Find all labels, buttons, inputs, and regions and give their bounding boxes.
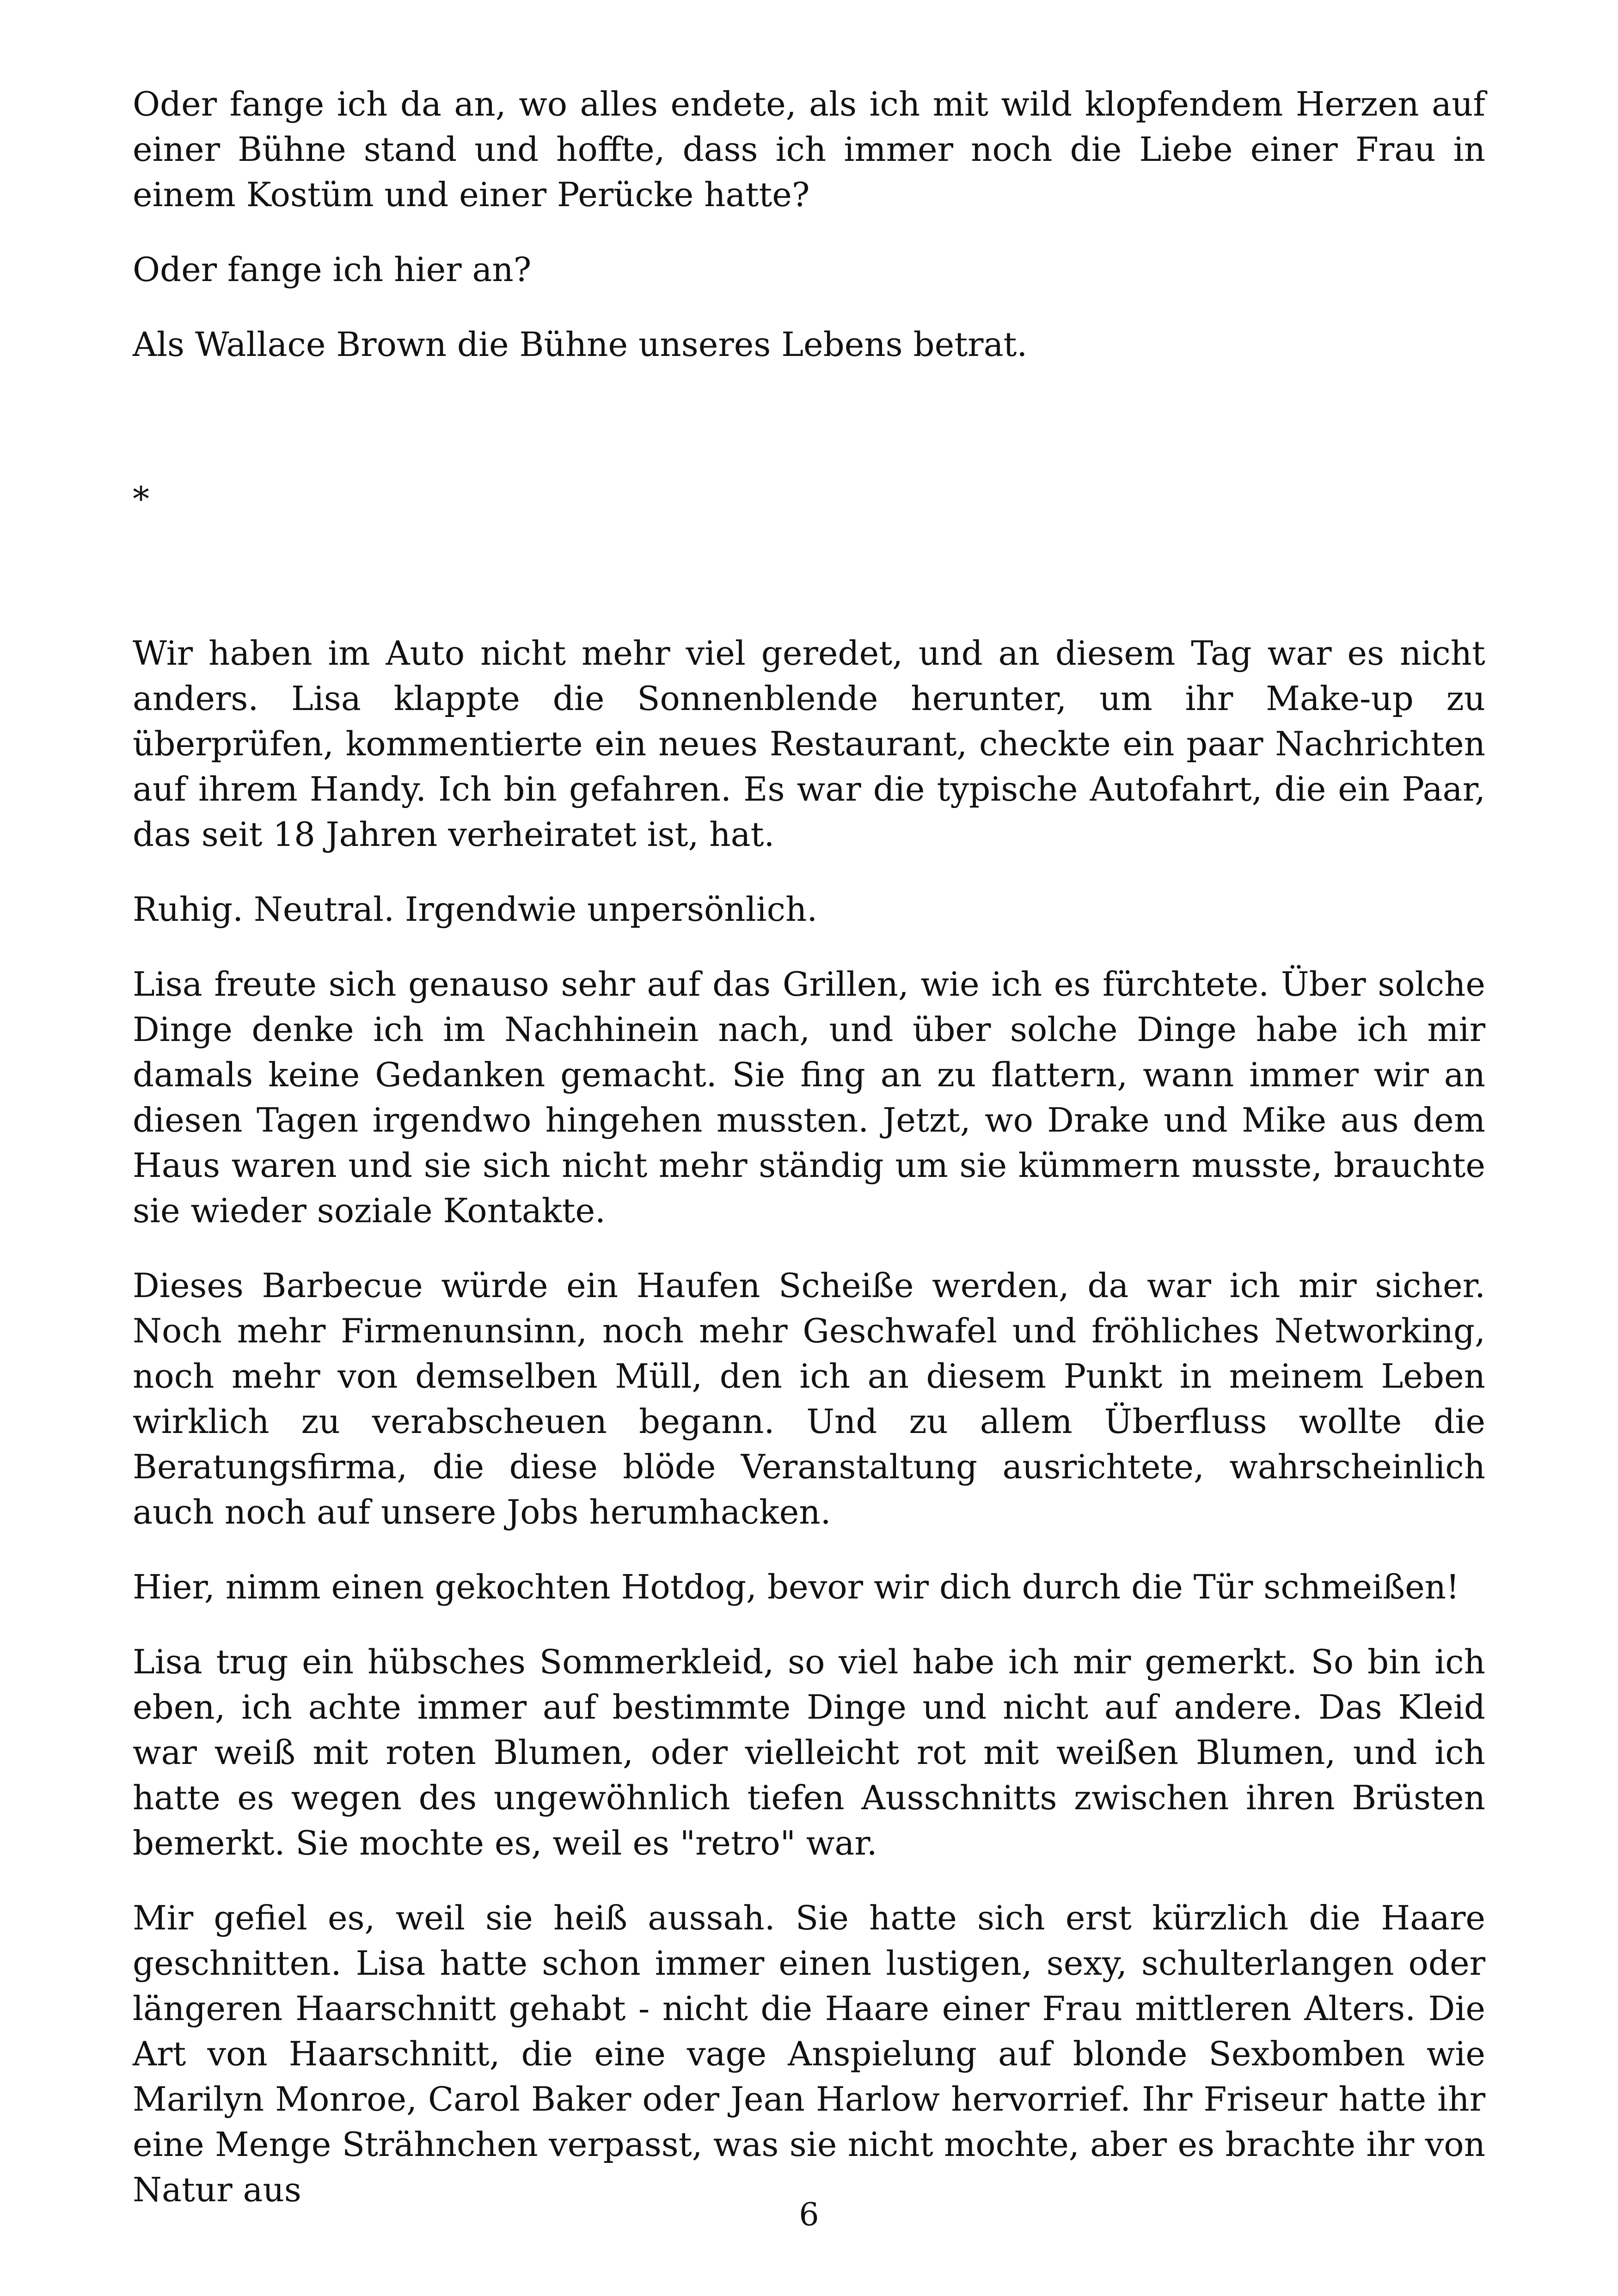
paragraph-barbecue-dread: Dieses Barbecue würde ein Haufen Scheiße werden, da war ich mir sicher. Noch mehr Firmenunsinn, noch mehr Geschwafel und fröhliches Networking, noch mehr von demselben Müll, den ich an diesem Punkt in meinem Leben wirklich zu verabscheuen begann. Und zu allem Überfluss wollte die Beratungsfirma, die diese blöde Veranstaltung ausrichtete, wahrscheinlich auch noch auf unsere Jobs herumhacken. — [133, 1266, 1485, 1531]
page-number: 6 — [799, 2197, 819, 2233]
paragraph-question: Oder fange ich hier an? — [133, 250, 532, 289]
paragraph-opening: Oder fange ich da an, wo alles endete, als ich mit wild klopfendem Herzen auf einer Bühne stand und hoffte, dass ich immer noch die Liebe einer Frau in einem Kostüm und einer Perücke hatte? — [133, 85, 1485, 214]
section-separator: * — [133, 479, 149, 518]
paragraph-calm: Ruhig. Neutral. Irgendwie unpersönlich. — [133, 890, 818, 929]
paragraph-barbecue-anticipation: Lisa freute sich genauso sehr auf das Grillen, wie ich es fürchtete. Über solche Dinge denke ich im Nachhinein nach, und über solche Dinge habe ich mir damals keine Gedanken gemacht. Sie fing an zu flattern, wann immer wir an diesen Tagen irgendwo hingehen mussten. Jetzt, wo Drake und Mike aus dem Haus waren und sie sich nicht mehr ständig um sie kümmern musste, brauchte sie wieder soziale Kontakte. — [133, 965, 1485, 1230]
page-body — [133, 81, 1485, 2242]
paragraph-summer-dress: Lisa trug ein hübsches Sommerkleid, so viel habe ich mir gemerkt. So bin ich eben, ich achte immer auf bestimmte Dinge und nicht auf andere. Das Kleid war weiß mit roten Blumen, oder vielleicht rot mit weißen Blumen, und ich hatte es wegen des ungewöhnlich tiefen Ausschnitts zwischen ihren Brüsten bemerkt. Sie mochte es, weil es "retro" war. — [133, 1642, 1485, 1862]
paragraph-car-ride: Wir haben im Auto nicht mehr viel geredet, und an diesem Tag war es nicht anders. Lisa klappte die Sonnenblende herunter, um ihr Make-up zu überprüfen, kommentierte ein neues Restaurant, checkte ein paar Nachrichten auf ihrem Handy. Ich bin gefahren. Es war die typische Autofahrt, die ein Paar, das seit 18 Jahren verheiratet ist, hat. — [133, 634, 1485, 854]
paragraph-haircut: Mir gefiel es, weil sie heiß aussah. Sie hatte sich erst kürzlich die Haare geschnitten. Lisa hatte schon immer einen lustigen, sexy, schulterlangen oder längeren Haarschnitt gehabt - nicht die Haare einer Frau mittleren Alters. Die Art von Haarschnitt, die eine vage Anspielung auf blonde Sexbomben wie Marilyn Monroe, Carol Baker oder Jean Harlow hervorrief. Ihr Friseur hatte ihr eine Menge Strähnchen verpasst, was sie nicht mochte, aber es brachte ihr von Natur aus — [133, 1898, 1485, 2209]
paragraph-wallace: Als Wallace Brown die Bühne unseres Lebens betrat. — [133, 325, 1028, 364]
paragraph-hotdog: Hier, nimm einen gekochten Hotdog, bevor wir dich durch die Tür schmeißen! — [133, 1567, 1459, 1606]
